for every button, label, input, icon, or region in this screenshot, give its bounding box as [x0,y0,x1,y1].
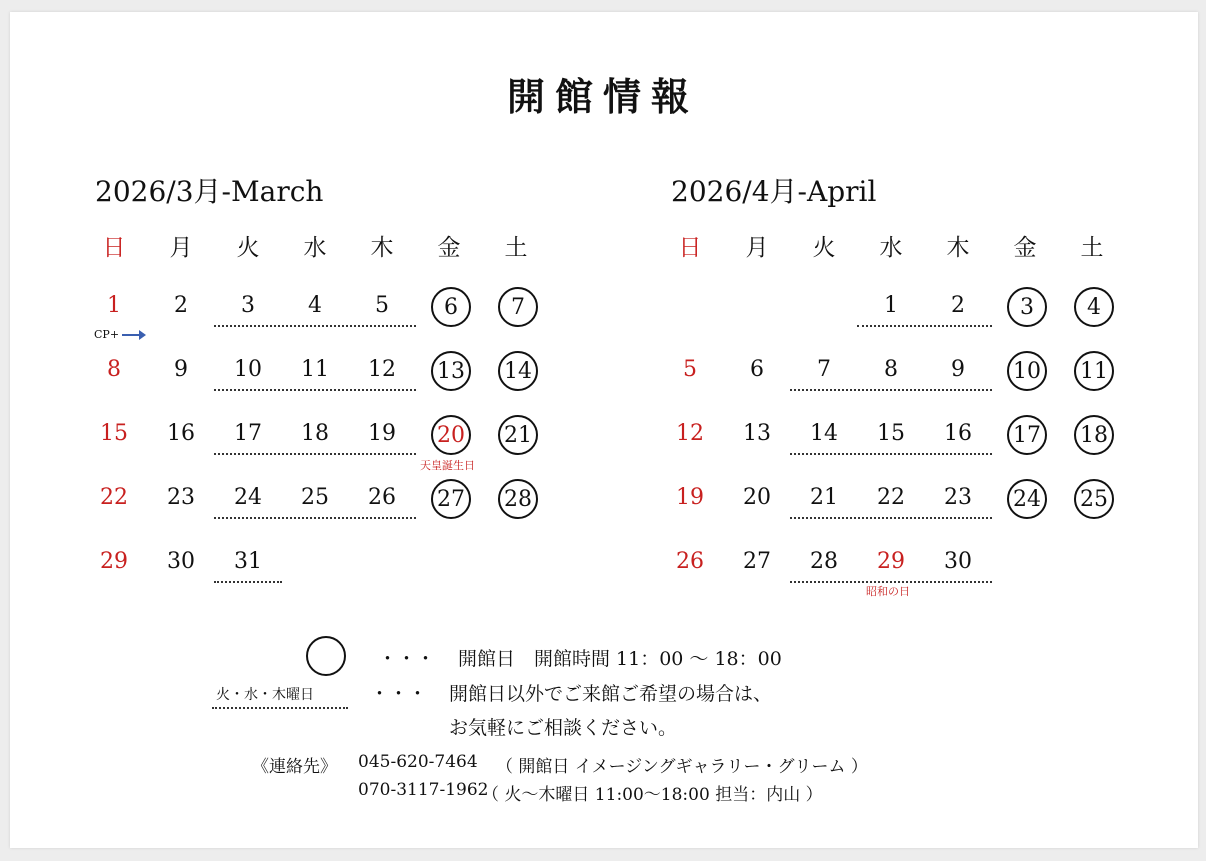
april-day-1: 1 [884,292,898,318]
march-day-13: 13 [431,351,471,391]
april-day-29: 29 [877,548,905,574]
april-day-4: 4 [1074,287,1114,327]
contact-label: 《連絡先》 [252,757,337,777]
march-day-14: 14 [498,351,538,391]
march-cp-note [94,328,142,341]
april-day-2: 2 [951,292,965,318]
april-heading: 2026/4月-April [671,175,877,208]
april-day-8: 8 [884,356,898,382]
legend-other-line1: 開館日以外でご来館ご希望の場合は、 [449,683,773,705]
march-day-5: 5 [375,292,389,318]
march-day-31: 31 [234,548,262,574]
april-day-21: 21 [810,484,838,510]
april-day-15: 15 [877,420,905,446]
march-day-15: 15 [100,420,128,446]
april-weekday-6: 土 [1080,234,1104,261]
april-day-20: 20 [743,484,771,510]
march-day-20: 20 [431,415,471,455]
march-day-27: 27 [431,479,471,519]
april-day-9: 9 [951,356,965,382]
march-day-18: 18 [301,420,329,446]
march-day-2: 2 [174,292,188,318]
march-weekday-5: 金 [437,234,461,261]
april-day-23: 23 [944,484,972,510]
page-title: 開館情報 [506,74,699,119]
april-tue-thu-underline-1 [790,389,992,391]
april-day-26: 26 [676,548,704,574]
march-heading: 2026/3月-March [95,175,324,208]
march-day-9: 9 [174,356,188,382]
march-weekday-4: 木 [370,234,394,261]
april-holiday-note: 昭和の日 [866,585,910,598]
march-cp-label: CP+ [94,328,120,341]
march-day-17: 17 [234,420,262,446]
march-tue-thu-underline-2 [214,453,416,455]
contact-phone-1: 045-620-7464 [358,752,478,772]
april-day-28: 28 [810,548,838,574]
legend-other-line2: お気軽にご相談ください。 [449,717,678,739]
april-day-12: 12 [676,420,704,446]
march-day-24: 24 [234,484,262,510]
april-day-7: 7 [817,356,831,382]
april-day-18: 18 [1074,415,1114,455]
contact-phone-2-note: （ 火〜木曜日 11:00〜18:00 担当：内山 ） [482,785,823,805]
march-day-6: 6 [431,287,471,327]
march-tue-thu-underline-3 [214,517,416,519]
march-day-30: 30 [167,548,195,574]
april-day-14: 14 [810,420,838,446]
march-weekday-1: 月 [169,234,193,261]
april-tue-thu-underline-2 [790,453,992,455]
april-weekday-2: 火 [812,234,836,261]
april-day-22: 22 [877,484,905,510]
march-day-8: 8 [107,356,121,382]
march-day-11: 11 [301,356,329,382]
open-day-circle-icon [306,636,346,676]
march-day-1: 1 [107,292,121,318]
march-day-4: 4 [308,292,322,318]
legend-dotted-underline [212,707,348,709]
april-weekday-3: 水 [879,234,903,261]
arrow-right-icon [122,334,142,336]
legend-tue-thu-label: 火・水・木曜日 [216,687,314,703]
march-weekday-3: 水 [303,234,327,261]
april-weekday-4: 木 [946,234,970,261]
march-day-28: 28 [498,479,538,519]
april-weekday-1: 月 [745,234,769,261]
march-day-16: 16 [167,420,195,446]
april-weekday-0: 日 [678,234,702,261]
legend-dots-1: ・・・ [378,648,436,670]
march-tue-thu-underline-0 [214,325,416,327]
april-day-13: 13 [743,420,771,446]
legend-dots-2: ・・・ [370,683,428,705]
march-day-19: 19 [368,420,396,446]
april-day-6: 6 [750,356,764,382]
march-day-21: 21 [498,415,538,455]
march-day-26: 26 [368,484,396,510]
march-weekday-2: 火 [236,234,260,261]
march-day-25: 25 [301,484,329,510]
legend-open-text: 開館日 開館時間 11：00 〜 18：00 [458,648,782,670]
march-day-7: 7 [498,287,538,327]
march-day-22: 22 [100,484,128,510]
march-holiday-note: 天皇誕生日 [420,459,475,472]
april-tue-thu-underline-3 [790,517,992,519]
march-day-23: 23 [167,484,195,510]
april-day-24: 24 [1007,479,1047,519]
april-day-30: 30 [944,548,972,574]
april-day-16: 16 [944,420,972,446]
april-day-3: 3 [1007,287,1047,327]
april-day-25: 25 [1074,479,1114,519]
april-day-17: 17 [1007,415,1047,455]
april-weekday-5: 金 [1013,234,1037,261]
march-day-29: 29 [100,548,128,574]
april-day-5: 5 [683,356,697,382]
contact-phone-1-note: （ 開館日 イメージングギャラリー・グリーム ） [496,757,868,777]
march-weekday-6: 土 [504,234,528,261]
april-day-19: 19 [676,484,704,510]
april-day-11: 11 [1074,351,1114,391]
contact-phone-2: 070-3117-1962 [358,780,489,800]
march-day-12: 12 [368,356,396,382]
april-day-27: 27 [743,548,771,574]
march-day-3: 3 [241,292,255,318]
april-day-10: 10 [1007,351,1047,391]
march-day-10: 10 [234,356,262,382]
april-tue-thu-underline-0 [857,325,992,327]
march-tue-thu-underline-4 [214,581,282,583]
march-tue-thu-underline-1 [214,389,416,391]
march-weekday-0: 日 [102,234,126,261]
